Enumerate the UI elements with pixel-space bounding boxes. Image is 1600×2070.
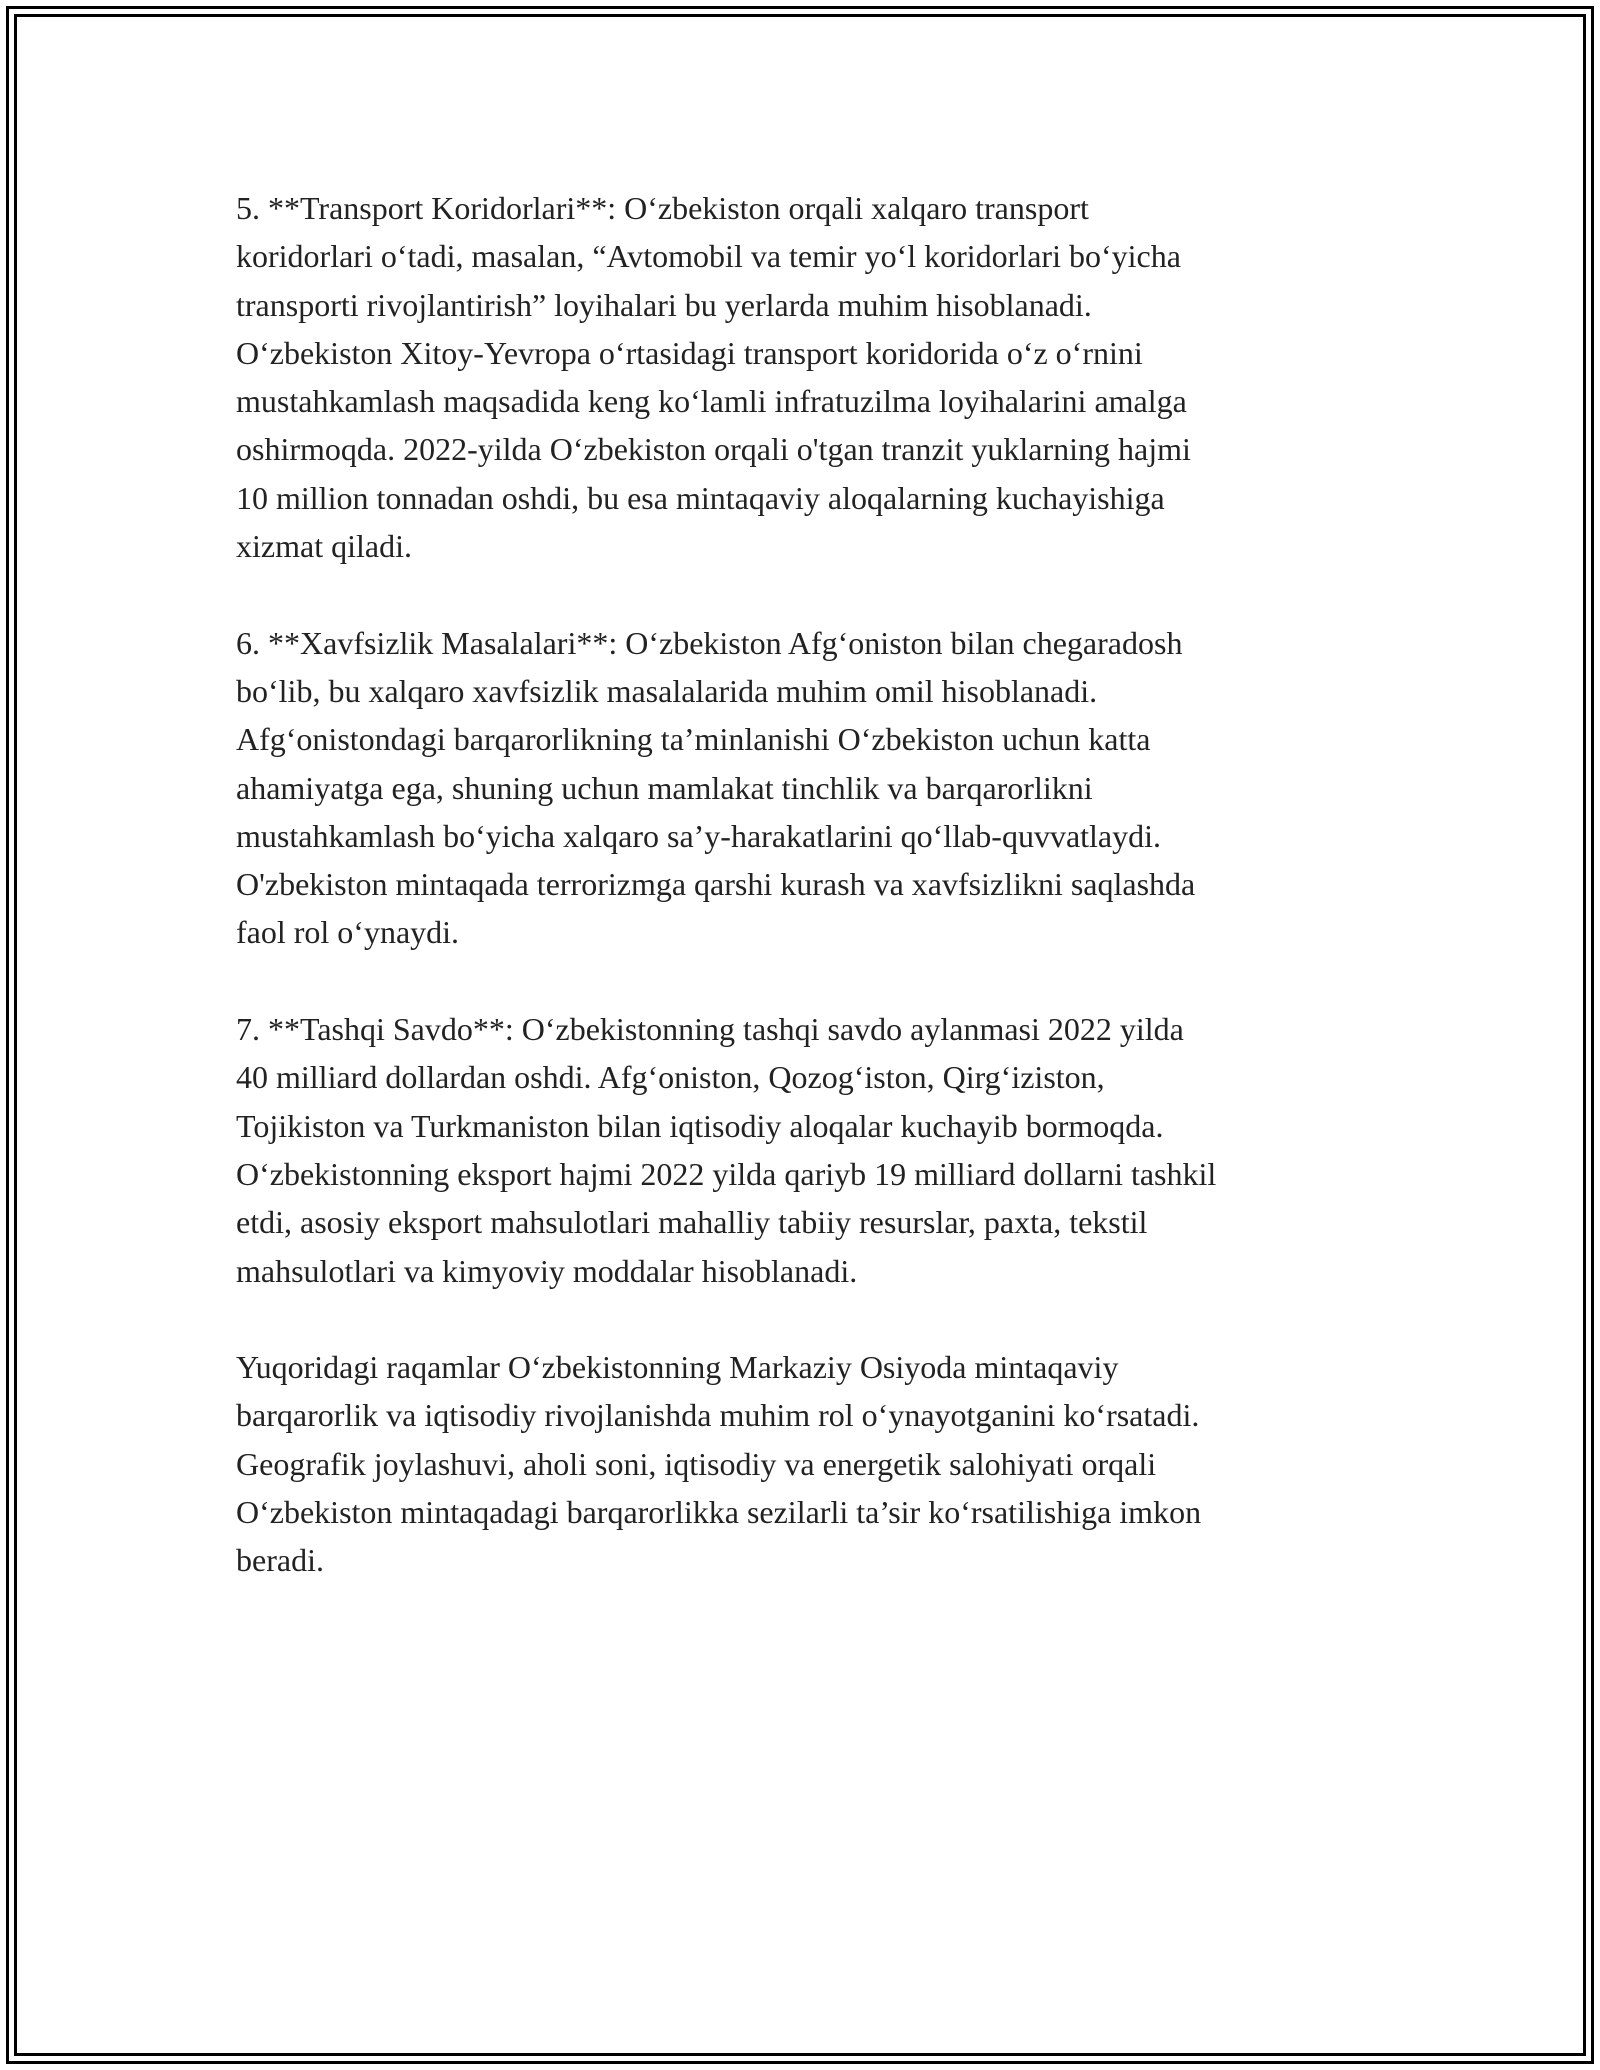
- paragraph-transport-corridors: [236, 184, 1366, 570]
- text-line: beradi.: [236, 1542, 324, 1579]
- text-line: Tojikiston va Turkmaniston bilan iqtisodiy aloqalar kuchayib bormoqda.: [236, 1107, 1164, 1144]
- text-line: Geografik joylashuvi, aholi soni, iqtisodiy va energetik salohiyati orqali: [236, 1445, 1157, 1482]
- text-line: etdi, asosiy eksport mahsulotlari mahalliy tabiiy resurslar, paxta, tekstil: [236, 1204, 1148, 1241]
- text-line: xizmat qiladi.: [236, 528, 412, 565]
- paragraph-conclusion: [236, 1343, 1366, 1584]
- text-line: mustahkamlash maqsadida keng ko‘lamli infratuzilma loyihalarini amalga: [236, 383, 1187, 420]
- text-line: koridorlari o‘tadi, masalan, “Avtomobil va temir yo‘l koridorlari bo‘yicha: [236, 238, 1181, 275]
- text-line: 6. **Xavfsizlik Masalalari**: O‘zbekiston Afg‘oniston bilan chegaradosh: [236, 624, 1183, 661]
- text-line: mustahkamlash bo‘yicha xalqaro sa’y-harakatlarini qo‘llab-quvvatlaydi.: [236, 817, 1162, 854]
- paragraph-foreign-trade: [236, 1005, 1366, 1295]
- text-line: Afg‘onistondagi barqarorlikning ta’minlanishi O‘zbekiston uchun katta: [236, 721, 1151, 758]
- text-line: barqarorlik va iqtisodiy rivojlanishda muhim rol o‘ynayotganini ko‘rsatadi.: [236, 1397, 1200, 1434]
- text-line: O‘zbekistonning eksport hajmi 2022 yilda qariyb 19 milliard dollarni tashkil: [236, 1155, 1217, 1192]
- text-line: O'zbekiston mintaqada terrorizmga qarshi kurash va xavfsizlikni saqlashda: [236, 866, 1196, 903]
- text-line: Yuqoridagi raqamlar O‘zbekistonning Markaziy Osiyoda mintaqaviy: [236, 1349, 1119, 1386]
- paragraph-security-issues: [236, 619, 1366, 957]
- text-line: 10 million tonnadan oshdi, bu esa mintaqaviy aloqalarning kuchayishiga: [236, 479, 1165, 516]
- document-body: [236, 184, 1366, 1633]
- text-line: faol rol o‘ynaydi.: [236, 914, 460, 951]
- text-line: 40 milliard dollardan oshdi. Afg‘oniston, Qozog‘iston, Qirg‘iziston,: [236, 1059, 1105, 1096]
- text-line: mahsulotlari va kimyoviy moddalar hisoblanadi.: [236, 1252, 858, 1289]
- text-line: O‘zbekiston mintaqadagi barqarorlikka sezilarli ta’sir ko‘rsatilishiga imkon: [236, 1494, 1202, 1531]
- text-line: bo‘lib, bu xalqaro xavfsizlik masalalarida muhim omil hisoblanadi.: [236, 672, 1098, 709]
- text-line: ahamiyatga ega, shuning uchun mamlakat tinchlik va barqarorlikni: [236, 769, 1093, 806]
- text-line: 7. **Tashqi Savdo**: O‘zbekistonning tashqi savdo aylanmasi 2022 yilda: [236, 1011, 1184, 1048]
- text-line: transporti rivojlantirish” loyihalari bu yerlarda muhim hisoblanadi.: [236, 286, 1092, 323]
- text-line: O‘zbekiston Xitoy-Yevropa o‘rtasidagi transport koridorida o‘z o‘rnini: [236, 334, 1143, 371]
- text-line: 5. **Transport Koridorlari**: O‘zbekiston orqali xalqaro transport: [236, 190, 1089, 226]
- text-line: oshirmoqda. 2022-yilda O‘zbekiston orqali o'tgan tranzit yuklarning hajmi: [236, 431, 1191, 468]
